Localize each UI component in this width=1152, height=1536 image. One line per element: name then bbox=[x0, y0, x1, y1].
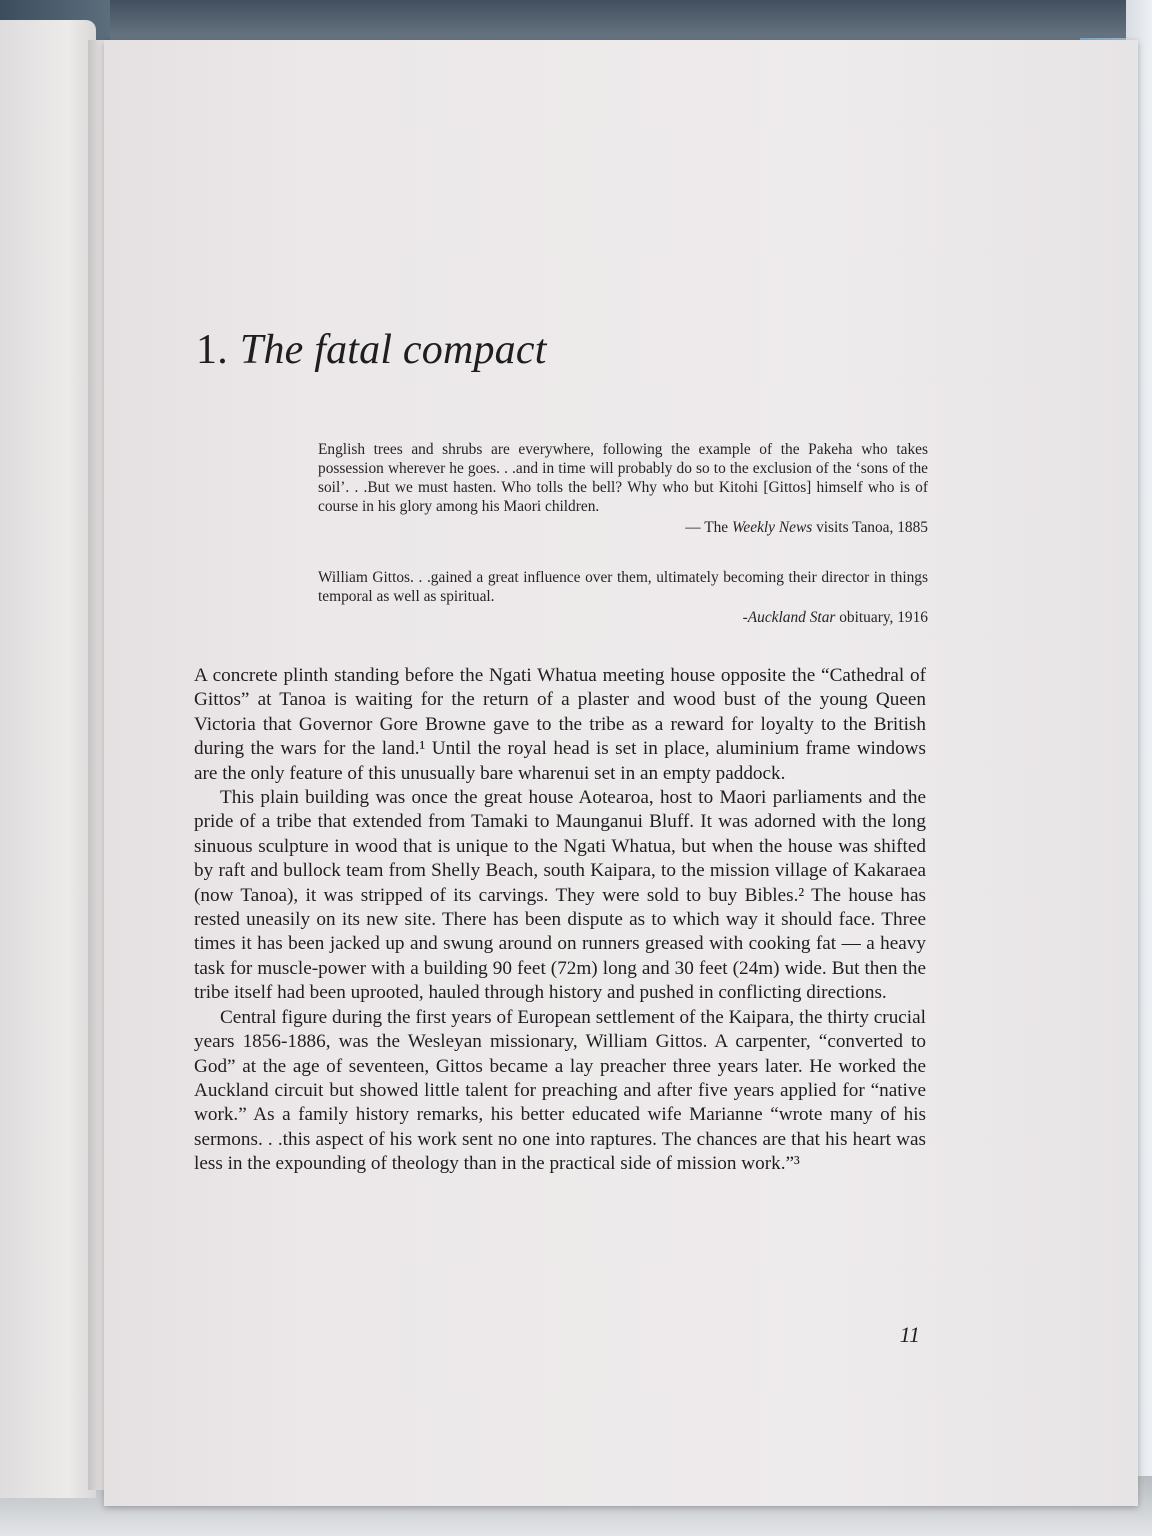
epigraph-attribution bbox=[318, 518, 928, 537]
epigraph-2 bbox=[318, 568, 928, 627]
left-page bbox=[0, 20, 96, 1498]
chapter-title: The fatal compact bbox=[239, 327, 547, 373]
epigraph-1 bbox=[318, 440, 928, 537]
attribution-source: Weekly News bbox=[732, 519, 813, 536]
paragraph: This plain building was once the great house Aotearoa, host to Maori parliaments and the pride of a tribe that extended from Tamaki to Maunganui Bluff. It was adorned with the long sinuous sculpture in wood that is unique to the Ngati Whatua, but when the house was shifted by raft and bullock team from Shelly Beach, south Kaipara, to the mission village of Kakaraea (now Tanoa), it was stripped of its carvings. They were sold to buy Bibles.² The house has rested uneasily on its new site. There has been dispute as to which way it should face. Three times it has been jacked up and swung around on runners greased with cooking fat — a heavy task for muscle-power with a building 90 feet (72m) long and 30 feet (24m) wide. But then the tribe itself had been uprooted, hauled through history and pushed in conflicting directions. bbox=[194, 787, 926, 1004]
chapter-heading bbox=[196, 326, 547, 374]
attribution-source: Auckland Star bbox=[747, 609, 836, 626]
attribution-prefix: — The bbox=[685, 519, 732, 536]
paragraph: A concrete plinth standing before the Ngati Whatua meeting house opposite the “Cathedral of Gittos” at Tanoa is waiting for the return of a plaster and wood bust of the young Queen Victoria that Governor Gore Browne gave to the tribe as a reward for loyalty to the British during the wars for the land.¹ Until the royal head is set in place, aluminium frame windows are the only feature of this unusually bare wharenui set in an empty paddock. bbox=[194, 665, 926, 784]
paragraph: Central figure during the first years of European settlement of the Kaipara, the thirty crucial years 1856-1886, was the Wesleyan missionary, William Gittos. A carpenter, “converted to God” at the age of seventeen, Gittos became a lay preacher three years later. He worked the Auckland circuit but showed little talent for preaching and after five years applied for “native work.” As a family history remarks, his better educated wife Marianne “wrote many of his sermons. . .this aspect of his work sent no one into raptures. The chances are that his heart was less in the expounding of theology than in the practical side of mission work.”³ bbox=[194, 1006, 926, 1175]
book-cover-cloth-top bbox=[0, 0, 1152, 40]
epigraph-text: English trees and shrubs are everywhere, following the example of the Pakeha who takes possession wherever he goes. . .and in time will probably do so to the exclusion of the ‘sons of the soil’. . .But we must hasten. Who tolls the bell? Why who but Kitohi [Gittos] himself who is of course in his glory among his Maori children. bbox=[318, 441, 928, 515]
attribution-suffix: obituary, 1916 bbox=[835, 609, 928, 626]
body-text bbox=[194, 664, 926, 1177]
page-number: 11 bbox=[899, 1322, 920, 1347]
chapter-number: 1. bbox=[196, 327, 228, 373]
attribution-prefix: - bbox=[742, 609, 748, 626]
attribution-suffix: visits Tanoa, 1885 bbox=[812, 519, 928, 536]
epigraph-text: William Gittos. . .gained a great influence over them, ultimately becoming their director in things temporal as well as spiritual. bbox=[318, 569, 928, 605]
epigraph-attribution bbox=[318, 608, 928, 627]
